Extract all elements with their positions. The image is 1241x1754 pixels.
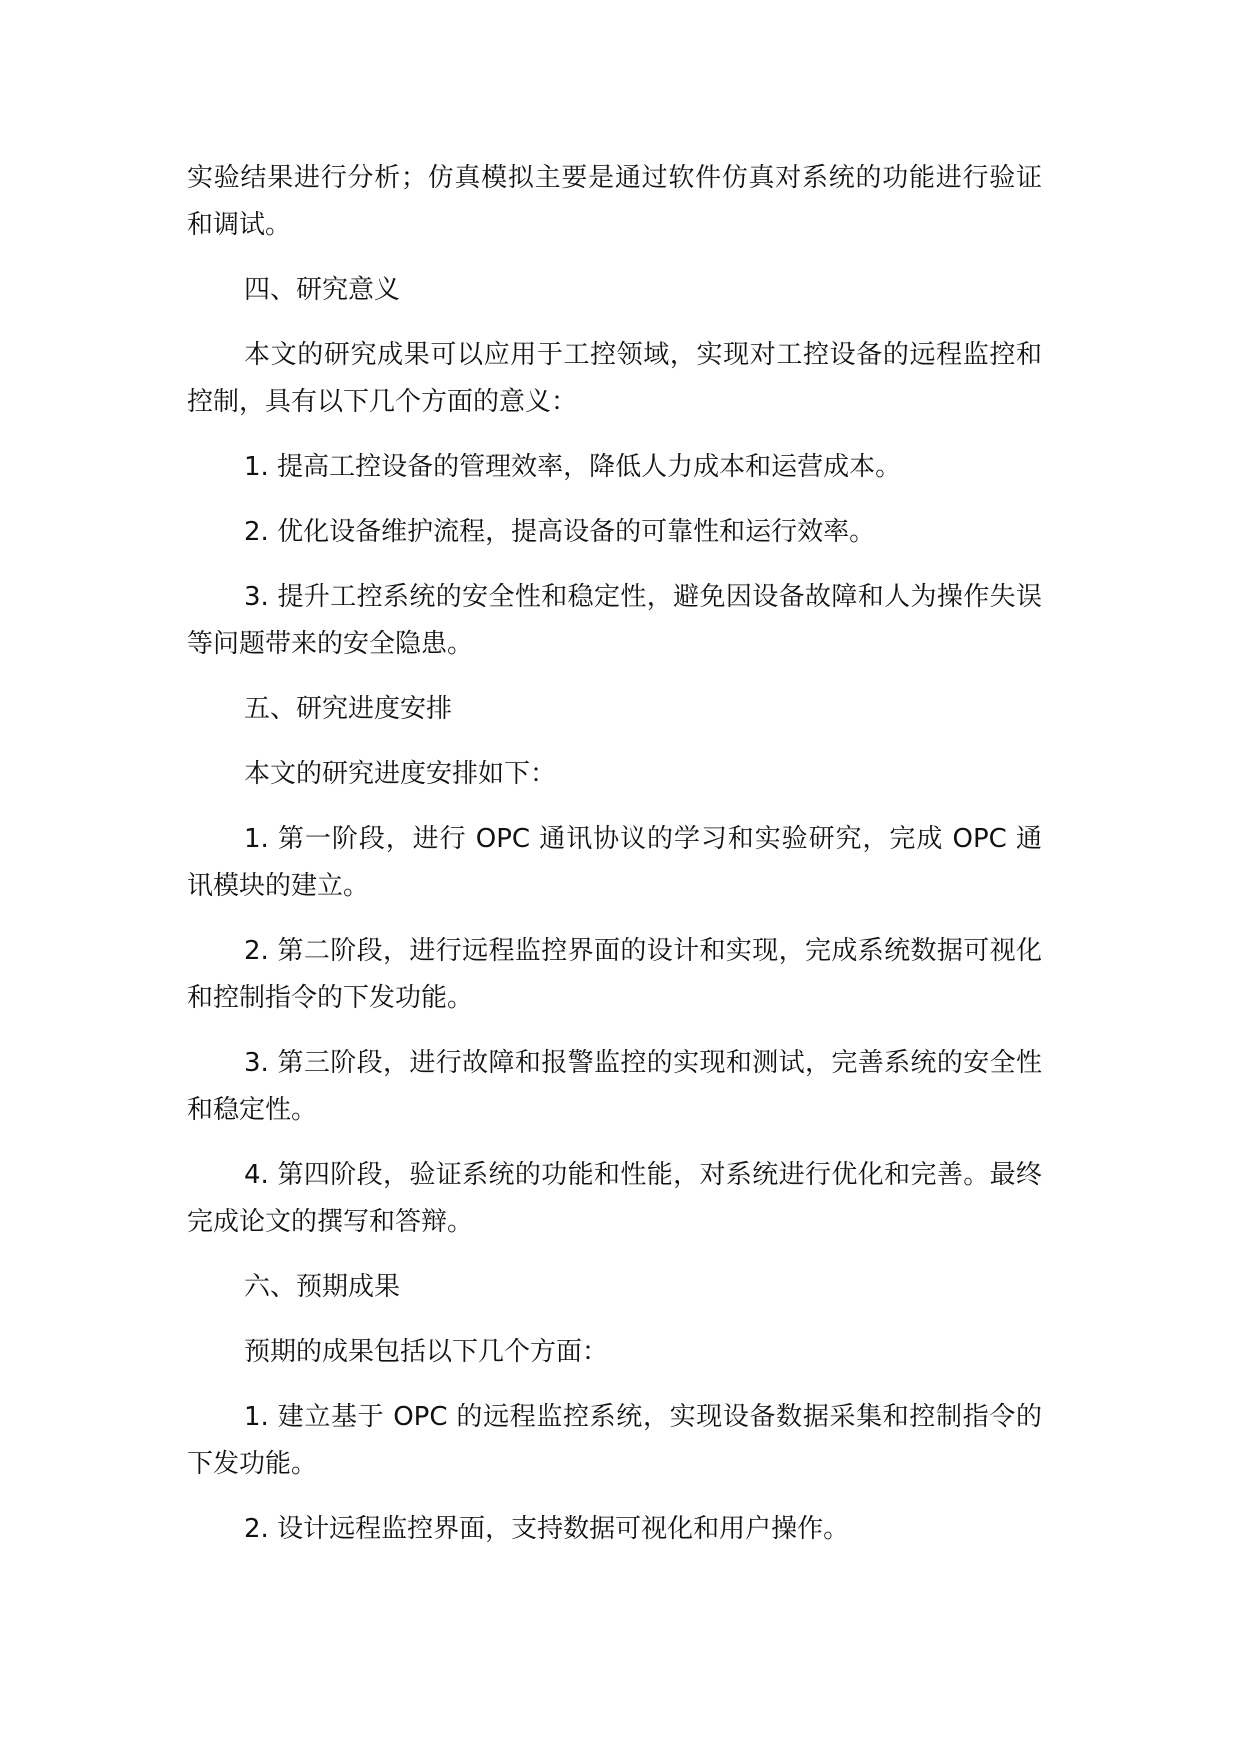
section-heading-research-significance: 四、研究意义 (244, 275, 401, 305)
list-item: 2. 第二阶段，进行远程监控界面的设计和实现，完成系统数据可视化和控制指令的下发功能。 (187, 936, 1042, 1013)
section-heading-research-schedule: 五、研究进度安排 (244, 694, 453, 724)
list-item: 3. 提升工控系统的安全性和稳定性，避免因设备故障和人为操作失误等问题带来的安全隐患。 (187, 582, 1042, 659)
list-item: 1. 第一阶段，进行 OPC 通讯协议的学习和实验研究，完成 OPC 通讯模块的建立。 (187, 824, 1042, 901)
list-item: 2. 设计远程监控界面，支持数据可视化和用户操作。 (244, 1514, 850, 1544)
list-item: 4. 第四阶段，验证系统的功能和性能，对系统进行优化和完善。最终完成论文的撰写和答辩。 (187, 1160, 1042, 1237)
paragraph: 预期的成果包括以下几个方面： (244, 1337, 609, 1367)
paragraph: 本文的研究进度安排如下： (244, 759, 557, 789)
list-item: 2. 优化设备维护流程，提高设备的可靠性和运行效率。 (244, 517, 876, 547)
paragraph-continuation: 实验结果进行分析；仿真模拟主要是通过软件仿真对系统的功能进行验证和调试。 (187, 163, 1042, 240)
list-item: 1. 提高工控设备的管理效率，降低人力成本和运营成本。 (244, 452, 902, 482)
document-body (187, 155, 1042, 1571)
list-item: 1. 建立基于 OPC 的远程监控系统，实现设备数据采集和控制指令的下发功能。 (187, 1402, 1042, 1479)
section-heading-expected-results: 六、预期成果 (244, 1272, 401, 1302)
paragraph: 本文的研究成果可以应用于工控领域，实现对工控设备的远程监控和控制，具有以下几个方面的意义： (187, 340, 1042, 417)
list-item: 3. 第三阶段，进行故障和报警监控的实现和测试，完善系统的安全性和稳定性。 (187, 1048, 1042, 1125)
